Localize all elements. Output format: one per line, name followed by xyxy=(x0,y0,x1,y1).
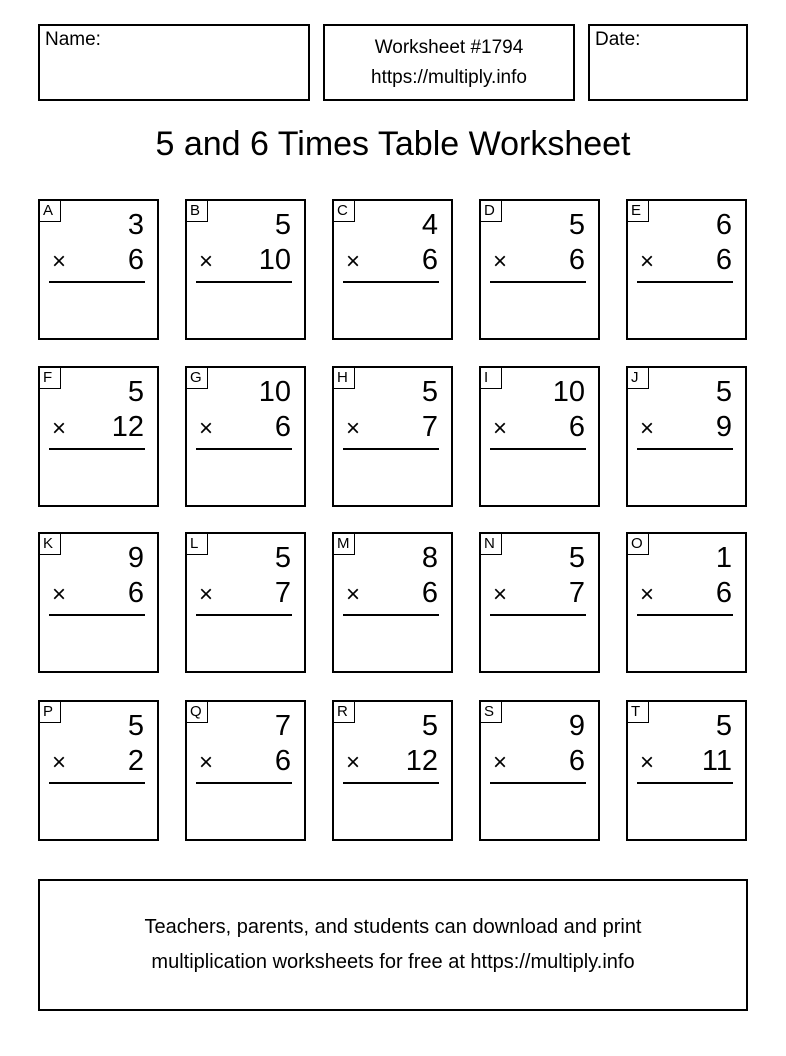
problem-letter: B xyxy=(187,201,208,222)
problem-bottom-number: 6 xyxy=(421,244,438,276)
problem-card[interactable] xyxy=(38,199,159,340)
answer-rule xyxy=(490,281,586,283)
problem-card[interactable] xyxy=(332,700,453,841)
problem-bottom-number: 7 xyxy=(421,411,438,443)
answer-rule xyxy=(490,614,586,616)
problem-card[interactable] xyxy=(626,700,747,841)
answer-rule xyxy=(196,281,292,283)
problem-bottom-number: 12 xyxy=(405,745,438,777)
problem-bottom-number: 6 xyxy=(127,244,144,276)
problem-bottom-number: 9 xyxy=(715,411,732,443)
problem-top-number: 3 xyxy=(127,209,144,241)
problem-card[interactable] xyxy=(185,199,306,340)
problem-top-number: 9 xyxy=(568,710,585,742)
problem-letter: M xyxy=(334,534,355,555)
times-sign: × xyxy=(199,749,214,776)
problem-top-number: 5 xyxy=(715,710,732,742)
answer-rule xyxy=(49,448,145,450)
problem-bottom-number: 6 xyxy=(715,244,732,276)
problem-bottom-number: 6 xyxy=(274,411,291,443)
worksheet-url: https://multiply.info xyxy=(371,67,527,88)
problem-bottom-number: 7 xyxy=(568,577,585,609)
answer-rule xyxy=(637,614,733,616)
problem-letter: F xyxy=(40,368,61,389)
problem-letter: N xyxy=(481,534,502,555)
problem-letter: R xyxy=(334,702,355,723)
problem-letter: O xyxy=(628,534,649,555)
problem-letter: G xyxy=(187,368,208,389)
problem-bottom-number: 7 xyxy=(274,577,291,609)
times-sign: × xyxy=(640,749,655,776)
times-sign: × xyxy=(493,248,508,275)
problem-card[interactable] xyxy=(479,700,600,841)
problem-top-number: 7 xyxy=(274,710,291,742)
problem-card[interactable] xyxy=(38,700,159,841)
times-sign: × xyxy=(493,415,508,442)
times-sign: × xyxy=(346,581,361,608)
problem-card[interactable] xyxy=(185,532,306,673)
problem-card[interactable] xyxy=(479,366,600,507)
problem-letter: I xyxy=(481,368,502,389)
problem-card[interactable] xyxy=(38,532,159,673)
problem-bottom-number: 11 xyxy=(701,745,732,777)
problem-top-number: 5 xyxy=(274,542,291,574)
problem-letter: S xyxy=(481,702,502,723)
problem-card[interactable] xyxy=(479,532,600,673)
times-sign: × xyxy=(52,415,67,442)
problem-bottom-number: 10 xyxy=(258,244,291,276)
problem-letter: H xyxy=(334,368,355,389)
problem-top-number: 4 xyxy=(421,209,438,241)
problem-card[interactable] xyxy=(332,532,453,673)
times-sign: × xyxy=(52,581,67,608)
problem-top-number: 10 xyxy=(258,376,291,408)
answer-rule xyxy=(343,782,439,784)
worksheet-number: Worksheet #1794 xyxy=(374,37,524,58)
problem-top-number: 5 xyxy=(127,710,144,742)
answer-rule xyxy=(49,614,145,616)
answer-rule xyxy=(49,281,145,283)
problem-top-number: 5 xyxy=(421,376,438,408)
answer-rule xyxy=(637,782,733,784)
name-label: Name: xyxy=(45,29,101,50)
answer-rule xyxy=(343,281,439,283)
problem-letter: A xyxy=(40,201,61,222)
answer-rule xyxy=(196,448,292,450)
problem-top-number: 10 xyxy=(552,376,585,408)
answer-rule xyxy=(637,281,733,283)
answer-rule xyxy=(49,782,145,784)
problem-card[interactable] xyxy=(332,366,453,507)
problem-bottom-number: 6 xyxy=(127,577,144,609)
footer-box xyxy=(38,879,748,1011)
problem-letter: E xyxy=(628,201,649,222)
problem-bottom-number: 6 xyxy=(568,411,585,443)
problem-bottom-number: 6 xyxy=(274,745,291,777)
problem-bottom-number: 6 xyxy=(715,577,732,609)
problem-card[interactable] xyxy=(185,366,306,507)
problem-card[interactable] xyxy=(626,199,747,340)
times-sign: × xyxy=(199,415,214,442)
problem-letter: P xyxy=(40,702,61,723)
problem-top-number: 1 xyxy=(715,542,732,574)
problem-letter: K xyxy=(40,534,61,555)
answer-rule xyxy=(490,782,586,784)
problem-card[interactable] xyxy=(332,199,453,340)
problem-top-number: 5 xyxy=(568,209,585,241)
problem-letter: C xyxy=(334,201,355,222)
problem-bottom-number: 6 xyxy=(421,577,438,609)
problem-top-number: 5 xyxy=(421,710,438,742)
answer-rule xyxy=(343,448,439,450)
times-sign: × xyxy=(52,749,67,776)
problem-letter: Q xyxy=(187,702,208,723)
problem-card[interactable] xyxy=(185,700,306,841)
problem-top-number: 6 xyxy=(715,209,732,241)
problem-card[interactable] xyxy=(38,366,159,507)
times-sign: × xyxy=(640,248,655,275)
times-sign: × xyxy=(493,749,508,776)
times-sign: × xyxy=(640,581,655,608)
footer-line-2: multiplication worksheets for free at https://multiply.info xyxy=(151,951,635,973)
times-sign: × xyxy=(640,415,655,442)
problem-top-number: 5 xyxy=(127,376,144,408)
problem-bottom-number: 6 xyxy=(568,745,585,777)
problem-letter: T xyxy=(628,702,649,723)
problem-top-number: 5 xyxy=(715,376,732,408)
problem-card[interactable] xyxy=(479,199,600,340)
times-sign: × xyxy=(346,415,361,442)
answer-rule xyxy=(637,448,733,450)
problem-bottom-number: 6 xyxy=(568,244,585,276)
times-sign: × xyxy=(199,248,214,275)
problem-top-number: 5 xyxy=(568,542,585,574)
footer-line-1: Teachers, parents, and students can download and print xyxy=(144,916,642,938)
answer-rule xyxy=(490,448,586,450)
times-sign: × xyxy=(493,581,508,608)
problem-letter: L xyxy=(187,534,208,555)
times-sign: × xyxy=(346,248,361,275)
problem-letter: D xyxy=(481,201,502,222)
problem-top-number: 9 xyxy=(127,542,144,574)
problem-bottom-number: 2 xyxy=(127,745,144,777)
date-label: Date: xyxy=(595,29,641,50)
problem-card[interactable] xyxy=(626,366,747,507)
times-sign: × xyxy=(199,581,214,608)
problem-top-number: 8 xyxy=(421,542,438,574)
problem-top-number: 5 xyxy=(274,209,291,241)
answer-rule xyxy=(343,614,439,616)
problem-bottom-number: 12 xyxy=(111,411,144,443)
times-sign: × xyxy=(346,749,361,776)
answer-rule xyxy=(196,782,292,784)
problem-letter: J xyxy=(628,368,649,389)
problem-card[interactable] xyxy=(626,532,747,673)
page-title: 5 and 6 Times Table Worksheet xyxy=(155,125,631,163)
times-sign: × xyxy=(52,248,67,275)
answer-rule xyxy=(196,614,292,616)
